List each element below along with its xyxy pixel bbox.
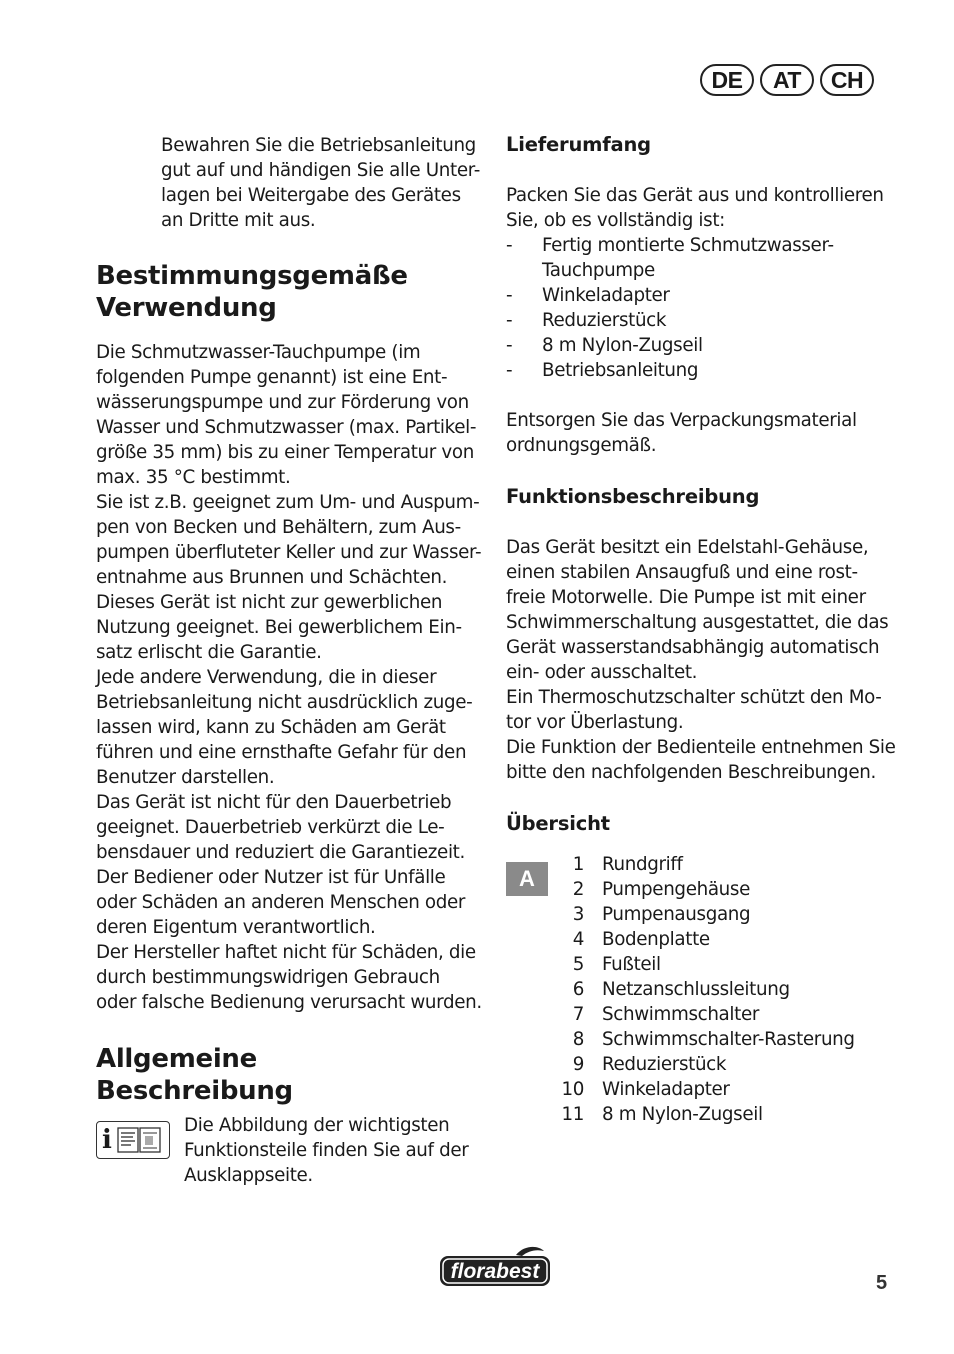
overview-block [506, 852, 901, 1127]
section-title-function: Funktionsbeschreibung [506, 485, 760, 508]
svg-text:florabest: florabest [450, 1260, 540, 1283]
list-item: 10 Winkeladapter [561, 1079, 730, 1100]
list-item: 1 Rundgriff [572, 854, 683, 875]
right-column [506, 133, 901, 1127]
list-item: - Reduzierstück [506, 308, 901, 333]
florabest-logo [438, 1246, 552, 1294]
function-text: Das Gerät besitzt ein Edelstahl-Gehäuse, einen stabilen Ansaugfuß und eine rost- freie Motorwelle. Die Pumpe ist mit einer Schwimmerschaltung ausgestattet, die das Gerät wasserstandsabhängig automatisch ein- oder ausschaltet. Ein Thermoschutzschalter schützt den Mo- tor vor Überlastung. Die Funktion der Bedienteile entnehmen Sie bitte den nachfolgenden Beschreibungen. [506, 537, 896, 783]
scope-list [506, 233, 901, 383]
section-title-overview: Übersicht [506, 812, 610, 835]
list-item: - 8 m Nylon-Zugseil [506, 333, 901, 358]
list-item: 11 8 m Nylon-Zugseil [561, 1104, 763, 1125]
figure-label-a: A [506, 862, 548, 896]
intended-use-text: Die Schmutzwasser-Tauchpumpe (im folgenden Pumpe genannt) ist eine Ent- wässerungspumpe und zur Förderung von Wasser und Schmutzwasser (max. Partikel- größe 35 mm) bis zu einer Temperatur von max. 35 °C bestimmt. Sie ist z.B. geeignet zum Um- und Auspum- pen von Becken und Behältern, zum Aus- pumpen überfluteter Keller und zur Wasser- entnahme aus Brunnen und Schächten. Dieses Gerät ist nicht zur gewerblichen Nutzung geeignet. Bei gewerblichem Ein- satz erlischt die Garantie. Jede andere Verwendung, die in dieser Betriebsanleitung nicht ausdrücklich zuge- lassen wird, kann zu Schäden am Gerät führen und eine ernsthafte Gefahr für den Benutzer darstellen. Das Gerät ist nicht für den Dauerbetrieb geeignet. Dauerbetrieb verkürzt die Le- bensdauer und reduziert die Garantiezeit. Der Bediener oder Nutzer ist für Unfälle oder Schäden an anderen Menschen oder deren Eigentum verantwortlich. Der Hersteller haftet nicht für Schäden, die durch bestimmungswidrigen Gebrauch oder falsche Bedienung verursacht wurden. [96, 342, 482, 1013]
left-column [96, 133, 488, 1188]
country-badge-de: DE [700, 64, 754, 96]
section-title-general-description: Allgemeine Beschreibung [96, 1044, 293, 1106]
info-note-text: Die Abbildung der wichtigsten Funktionsteile finden Sie auf der Ausklappseite. [184, 1115, 469, 1186]
info-book-icon: i [96, 1121, 170, 1159]
country-badge-at: AT [760, 64, 814, 96]
country-badges [700, 64, 874, 96]
list-item: - Fertig montierte Schmutzwasser- Tauchpumpe [506, 233, 901, 283]
section-title-scope-of-delivery: Lieferumfang [506, 133, 651, 156]
page-number: 5 [876, 1272, 888, 1294]
section-title-intended-use: Bestimmungsgemäße Verwendung [96, 261, 408, 323]
list-item: 5 Fußteil [572, 954, 661, 975]
scope-intro: Packen Sie das Gerät aus und kontrollieren Sie, ob es vollständig ist: [506, 185, 884, 231]
list-item: - Winkeladapter [506, 283, 901, 308]
intro-paragraph: Bewahren Sie die Betriebsanleitung gut auf und händigen Sie alle Unter- lagen bei Weitergabe des Gerätes an Dritte mit aus. [161, 135, 480, 231]
parts-list [554, 852, 855, 1127]
list-item: 6 Netzanschlussleitung [572, 979, 790, 1000]
scope-outro: Entsorgen Sie das Verpackungsmaterial ordnungsgemäß. [506, 410, 857, 456]
list-item: 4 Bodenplatte [572, 929, 710, 950]
country-badge-ch: CH [820, 64, 874, 96]
list-item: 3 Pumpenausgang [572, 904, 751, 925]
list-item: - Betriebsanleitung [506, 358, 901, 383]
list-item: 2 Pumpengehäuse [572, 879, 750, 900]
list-item: 7 Schwimmschalter [572, 1004, 760, 1025]
list-item: 8 Schwimmschalter-Rasterung [572, 1029, 855, 1050]
list-item: 9 Reduzierstück [572, 1054, 727, 1075]
info-note [96, 1113, 488, 1188]
foldout-page-icon [117, 1127, 161, 1153]
